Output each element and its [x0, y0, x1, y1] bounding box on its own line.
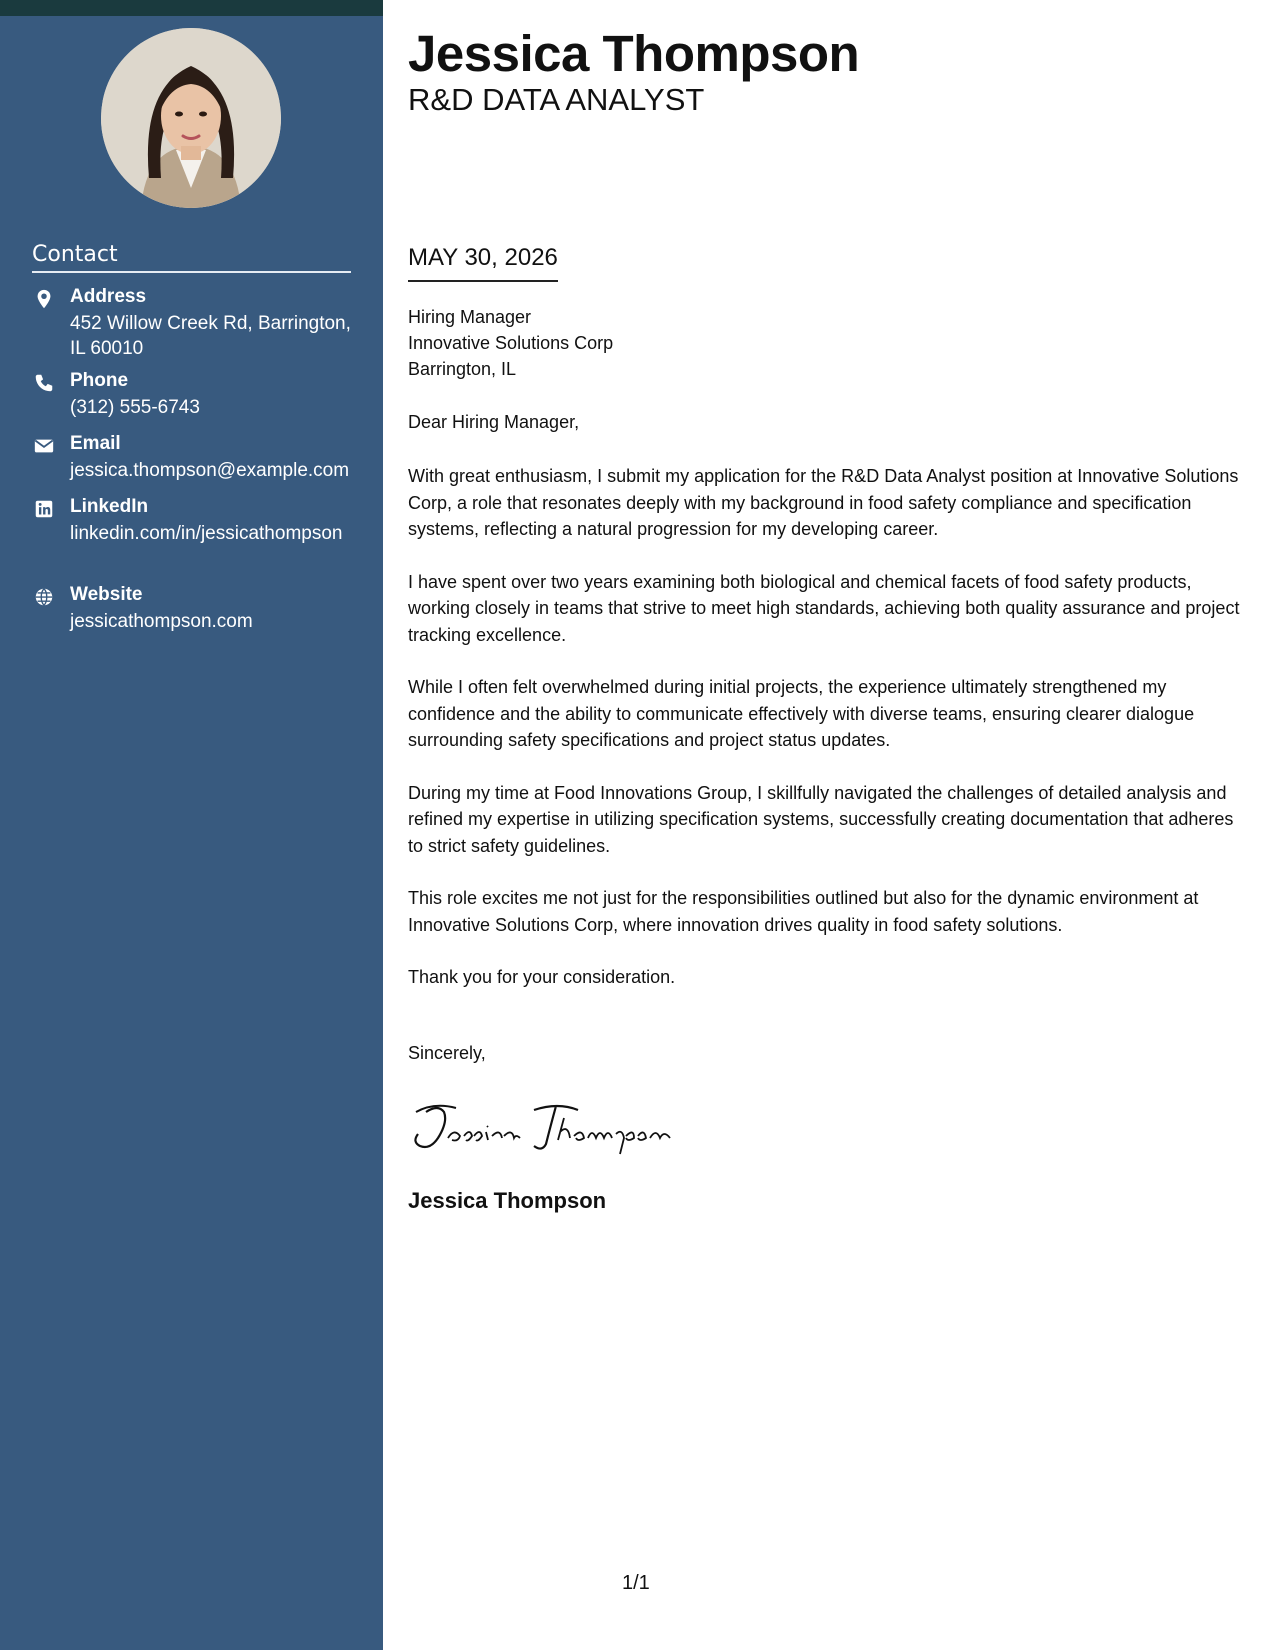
- contact-value[interactable]: jessica.thompson@example.com: [70, 460, 350, 481]
- contact-label: Email: [70, 433, 121, 454]
- recipient-block: [408, 304, 613, 382]
- signed-name: Jessica Thompson: [408, 1188, 607, 1213]
- sidebar: [0, 16, 383, 1650]
- recipient-line: Innovative Solutions Corp: [408, 333, 614, 353]
- globe-icon: [32, 586, 56, 608]
- body-paragraph: I have spent over two years examining both biological and chemical facets of food safety products, working closely in teams that strive to meet high standards, achieving both quality assurance and project tracking excellence.: [408, 571, 1240, 645]
- body-paragraph: This role excites me not just for the responsibilities outlined but also for the dynamic environment at Innovative Solutions Corp, where innovation drives quality in food safety solutions.: [408, 888, 1199, 935]
- contact-heading: Contact: [32, 242, 351, 273]
- job-title: R&D DATA ANALYST: [408, 82, 705, 117]
- recipient-line: Barrington, IL: [408, 359, 517, 379]
- phone-icon: [32, 372, 56, 394]
- contact-label: LinkedIn: [70, 496, 149, 517]
- handwritten-signature: [408, 1098, 688, 1158]
- body-paragraph: Thank you for your consideration.: [408, 967, 676, 987]
- contact-value: 452 Willow Creek Rd, Barrington, IL 60010: [70, 313, 351, 359]
- body-paragraph: During my time at Food Innovations Group, I skillfully navigated the challenges of detailed analysis and refined my expertise in utilizing specification systems, successfully creating documentation that adheres to strict safety guidelines.: [408, 782, 1234, 856]
- applicant-name: Jessica Thompson: [408, 25, 860, 82]
- contact-label: Phone: [70, 370, 129, 391]
- profile-photo: [101, 28, 281, 208]
- contact-label: Address: [70, 286, 147, 307]
- envelope-icon: [32, 435, 56, 457]
- recipient-line: Hiring Manager: [408, 307, 532, 327]
- closing: Sincerely,: [408, 1043, 486, 1063]
- contact-value: (312) 555-6743: [70, 397, 200, 418]
- contact-value[interactable]: jessicathompson.com: [70, 611, 253, 632]
- linkedin-icon: [32, 498, 56, 520]
- letter-date: MAY 30, 2026: [408, 244, 558, 282]
- top-accent-bar: [0, 0, 383, 16]
- letter-body: [408, 463, 1248, 1017]
- map-pin-icon: [32, 288, 56, 310]
- body-paragraph: While I often felt overwhelmed during initial projects, the experience ultimately strengthened my confidence and the ability to communicate effectively with diverse teams, ensuring clearer dialogue surrounding safety specifications and project status updates.: [408, 677, 1195, 750]
- contact-value[interactable]: linkedin.com/in/jessicathompson: [70, 523, 343, 544]
- salutation: Dear Hiring Manager,: [408, 412, 580, 432]
- page-number: 1/1: [622, 1572, 650, 1594]
- body-paragraph: With great enthusiasm, I submit my application for the R&D Data Analyst position at Innovative Solutions Corp, a role that resonates deeply with my background in food safety compliance and specification systems, reflecting a natural progression for my developing career.: [408, 466, 1239, 539]
- contact-label: Website: [70, 584, 143, 605]
